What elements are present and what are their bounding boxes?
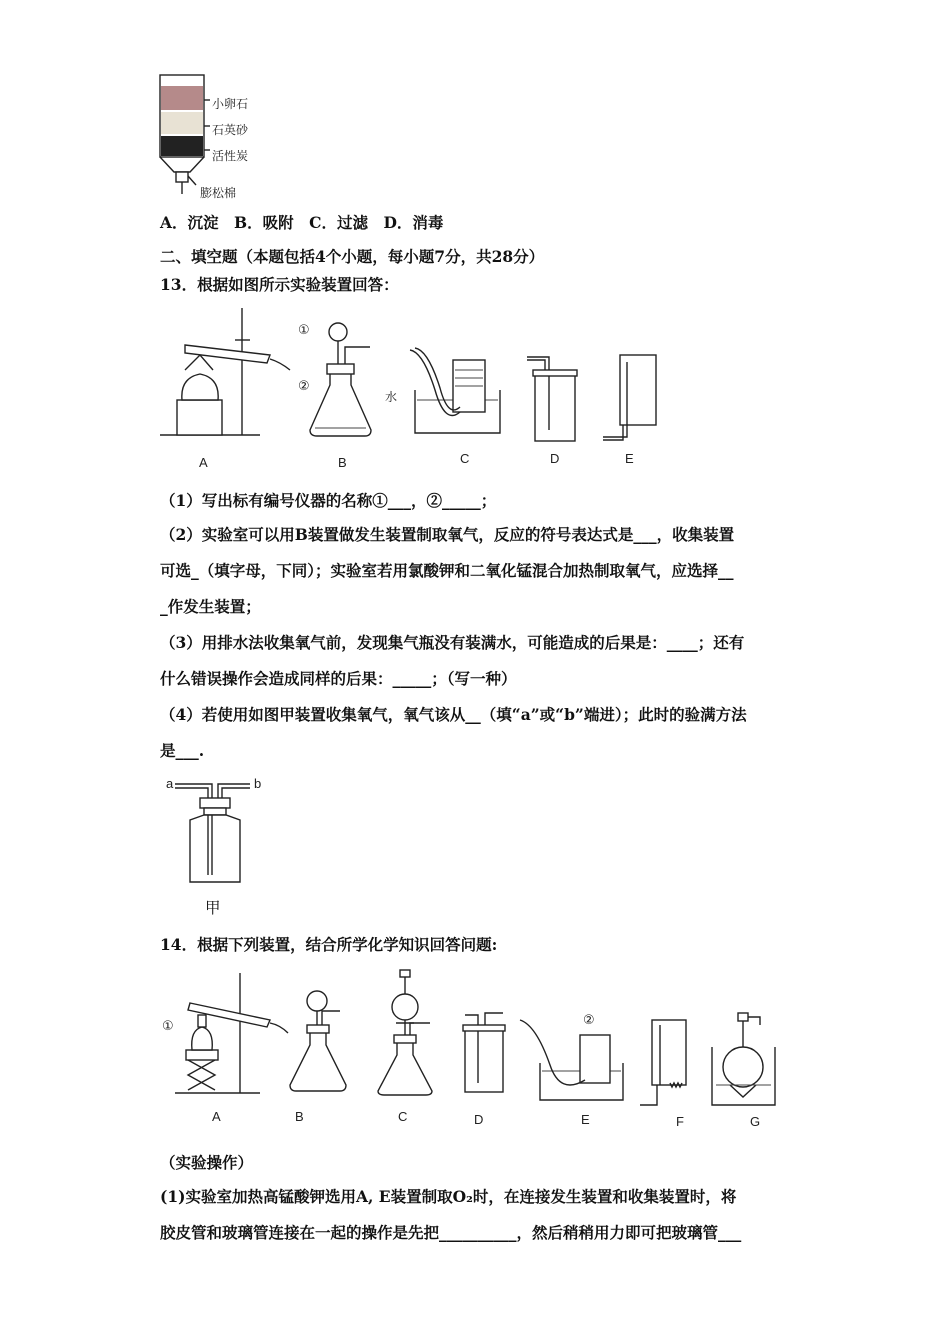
q13-label-a: A — [199, 455, 208, 470]
q14-label-e: E — [581, 1112, 590, 1127]
q14-label-d: D — [474, 1112, 484, 1127]
q14-stem: 14．根据下列装置，结合所学化学知识回答问题: — [160, 935, 498, 954]
q13-stem: 13．根据如图所示实验装置回答： — [160, 275, 399, 294]
q13-label-b: B — [338, 455, 347, 470]
q13-marker-1: ① — [298, 322, 310, 337]
q13-water-label: 水 — [385, 390, 398, 404]
q13-part3-line2: 什么错误操作会造成同样的后果：_____；（写一种） — [160, 669, 517, 688]
jia-port-b: b — [254, 776, 262, 791]
q14-part1-line2: 胶皮管和玻璃管连接在一起的操作是先把__________，然后稍稍用力即可把玻璃管___ — [160, 1223, 742, 1242]
q14-marker-1: ① — [162, 1018, 174, 1033]
q13-part2-line2: 可选_（填字母，下同）；实验室若用氯酸钾和二氧化锰混合加热制取氧气，应选择__ — [160, 561, 734, 580]
q14-label-b: B — [295, 1109, 304, 1124]
q13-part4-line2: 是___. — [160, 741, 205, 760]
section2-title: 二、填空题（本题包括4个小题，每小题7分，共28分） — [160, 247, 545, 266]
q13-label-c: C — [460, 451, 470, 466]
q14-apparatus-figure — [160, 965, 785, 1115]
filter-label-activated-carbon: 活性炭 — [212, 149, 249, 163]
q14-label-a: A — [212, 1109, 221, 1124]
q14-marker-2: ② — [583, 1012, 595, 1027]
jia-caption: 甲 — [205, 899, 221, 917]
filter-label-cotton: 膨松棉 — [200, 186, 237, 200]
q13-label-d: D — [550, 451, 560, 466]
filter-label-pebbles: 小卵石 — [212, 97, 249, 111]
filter-label-quartz-sand: 石英砂 — [212, 123, 249, 137]
q13-marker-2: ② — [298, 378, 310, 393]
q14-label-g: G — [750, 1114, 761, 1129]
q14-part1-line1: (1)实验室加热高锰酸钾选用A, E装置制取O₂时，在连接发生装置和收集装置时，将 — [160, 1187, 737, 1206]
q13-part1: （1）写出标有编号仪器的名称①___，②_____； — [160, 491, 497, 510]
q13-part2-line3: _作发生装置； — [160, 597, 261, 616]
q14-label-c: C — [398, 1109, 408, 1124]
q13-label-e: E — [625, 451, 634, 466]
q14-label-f: F — [676, 1114, 684, 1129]
q13-part2-line1: （2）实验室可以用B装置做发生装置制取氧气，反应的符号表达式是___，收集装置 — [160, 525, 735, 544]
q13-part4-line1: （4）若使用如图甲装置收集氧气，氧气该从__（填“a”或“b”端进）；此时的验满方法 — [160, 705, 747, 724]
q13-apparatus-figure — [155, 300, 675, 450]
q13-part3-line1: （3）用排水法收集氧气前，发现集气瓶没有装满水，可能造成的后果是：____；还有 — [160, 633, 745, 652]
jia-port-a: a — [166, 776, 174, 791]
q14-section-heading: （实验操作） — [160, 1153, 254, 1172]
q12-options: A．沉淀 B．吸附 C．过滤 D．消毒 — [160, 213, 444, 232]
